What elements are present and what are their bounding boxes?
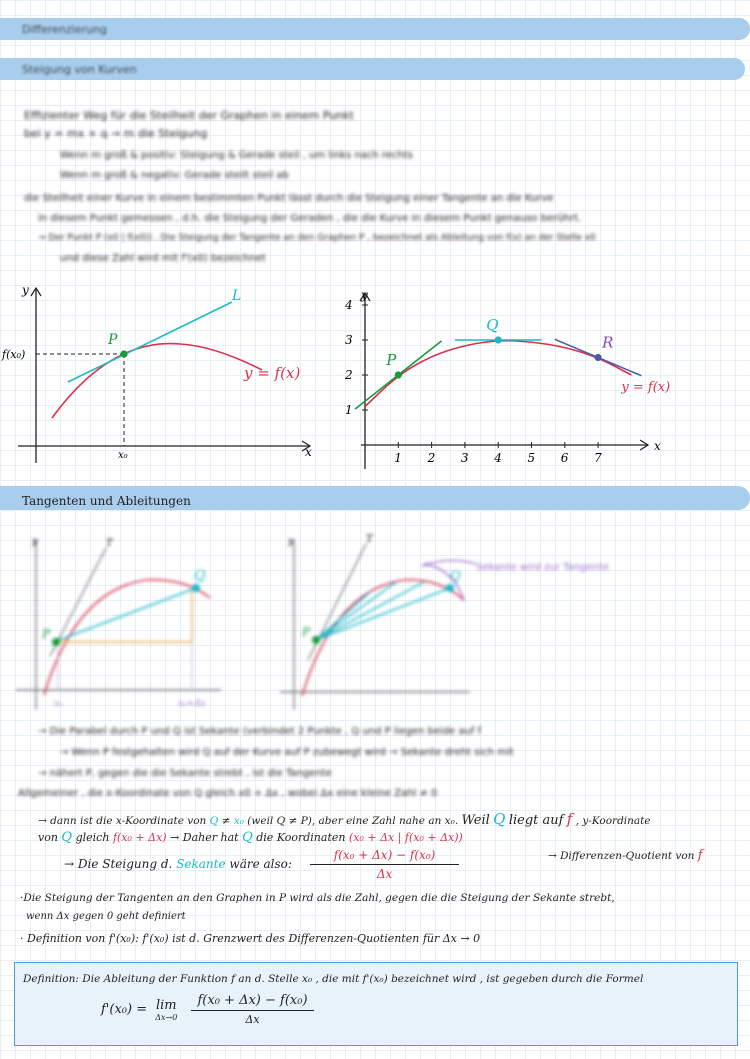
fx0dx: f(x₀ + Δx) bbox=[112, 831, 167, 844]
x-tick-label: 2 bbox=[427, 451, 436, 465]
dq-note bbox=[548, 848, 703, 863]
graph-tangent-at-point bbox=[0, 278, 330, 470]
y-tick-label: 4 bbox=[345, 298, 353, 312]
tangent-label: L bbox=[232, 288, 242, 304]
fig-right-curve bbox=[302, 580, 464, 696]
formula-numerator: f(x₀ + Δx) − f(x₀) bbox=[191, 993, 313, 1011]
intro-line: Wenn m groß & positiv: Steigung & Gerade steil , um links nach rechts bbox=[60, 150, 413, 161]
x-axis-label: x bbox=[654, 439, 661, 453]
intro-line: die Steilheit einer Kurve in einem bestimmten Punkt lässt durch die Steigung einer Tangente an die Kurve bbox=[24, 193, 554, 204]
text: liegt auf bbox=[508, 813, 564, 828]
formula-denominator: Δx bbox=[245, 1013, 260, 1026]
difference-quotient bbox=[310, 848, 460, 881]
y-tick-fx0: f(x₀) bbox=[2, 348, 26, 361]
section-title-steigung: Steigung von Kurven bbox=[22, 63, 137, 76]
tangent-slope-note-2: wenn Δx gegen 0 geht definiert bbox=[26, 911, 186, 922]
x-tick-label: 6 bbox=[560, 451, 569, 465]
secant-slope-row bbox=[64, 848, 459, 881]
x-tick-label: 1 bbox=[394, 451, 402, 465]
intro-line: bei y = mx + q → m die Steigung bbox=[24, 127, 208, 140]
point-q-label: Q bbox=[486, 316, 499, 334]
x-tick-label: 3 bbox=[460, 451, 469, 465]
point-r bbox=[595, 354, 602, 361]
intro-line: Effizienter Weg für die Steilheit der Graphen in einem Punkt bbox=[24, 109, 354, 122]
q-label: Q bbox=[242, 830, 253, 845]
fig-right-y-label: y bbox=[288, 536, 294, 547]
intro-line: Wenn m groß & negativ: Gerade steilt steil ab bbox=[60, 170, 289, 181]
point-p-label: P bbox=[108, 332, 118, 348]
text: (weil Q ≠ P), aber eine Zahl nahe an x₀. bbox=[247, 815, 459, 827]
y-tick-label: 3 bbox=[345, 333, 353, 347]
figure-secant-left bbox=[6, 530, 232, 716]
y-coordinate-note bbox=[38, 830, 463, 845]
fig-right-t-label: T bbox=[366, 534, 373, 545]
definition-formula bbox=[101, 993, 314, 1026]
function-curve bbox=[365, 341, 631, 407]
point-p bbox=[120, 350, 127, 357]
fig-right-q-label: Q bbox=[450, 569, 461, 584]
definition-fprime-note: · Definition von f'(x₀): f'(x₀) ist d. Grenzwert des Differenzen-Quotienten für Δx → 0 bbox=[20, 932, 481, 945]
subtitle-banner bbox=[0, 58, 745, 80]
f-label: f bbox=[697, 848, 703, 863]
definition-box bbox=[14, 962, 738, 1046]
tangent-slope-note: ·Die Steigung der Tangenten an den Graphen in P wird als die Zahl, gegen die die Steigung der Sekante strebt, bbox=[20, 892, 615, 904]
dq-denominator: Δx bbox=[376, 867, 393, 881]
section-title-tangenten: Tangenten und Ableitungen bbox=[22, 494, 191, 508]
formula-lhs: f'(x₀) = bbox=[101, 1002, 148, 1017]
text: → Daher hat bbox=[170, 831, 239, 844]
point-p bbox=[395, 371, 402, 378]
x-axis-label: x bbox=[305, 445, 312, 459]
x-tick-label: 5 bbox=[527, 451, 536, 465]
formula-fraction bbox=[191, 993, 313, 1026]
fig-right-note-arrow bbox=[420, 556, 480, 570]
q-label: Q bbox=[493, 810, 506, 828]
intro-line: in diesem Punkt gemessen , d.h. die Steigung der Geraden , die die Kurve in diesem Punkt genauso berührt. bbox=[38, 213, 582, 224]
text: → dann ist die x-Koordinate von bbox=[38, 815, 207, 827]
y-axis-label: y bbox=[361, 288, 368, 302]
fig-left-x1-label: x₀+Δx bbox=[178, 699, 206, 709]
section-banner-tangenten bbox=[0, 486, 750, 510]
text: → Die Steigung d. bbox=[64, 857, 173, 871]
q-coordinates: (x₀ + Δx | f(x₀ + Δx)) bbox=[348, 831, 463, 844]
fig-right-note: Sekante wird zur Tangente bbox=[476, 562, 609, 573]
y-tick-label: 2 bbox=[345, 368, 353, 382]
fig-left-p-label: P bbox=[42, 627, 51, 641]
limit-sub: Δx→0 bbox=[155, 1012, 178, 1022]
q-label: Q bbox=[61, 830, 73, 845]
curve-label: y = f(x) bbox=[244, 364, 301, 382]
x-tick-label: 4 bbox=[494, 451, 502, 465]
fig-right-point-p bbox=[312, 636, 320, 644]
fig-right-p-label: P bbox=[302, 625, 311, 639]
limit-symbol: lim bbox=[155, 997, 177, 1013]
limit bbox=[155, 998, 177, 1022]
fig-right-secant bbox=[316, 588, 450, 640]
fig-left-y-label: y bbox=[32, 536, 38, 547]
intro-line: → Der Punkt P (x0 | f(x0)) . Die Steigung der Tangente an den Graphen P , bezeichnet als Ableitung von f(x) an der Stelle x0 bbox=[38, 233, 596, 243]
text: die Koordinaten bbox=[256, 831, 346, 844]
section2-line: → nähert P, gegen die die Sekante strebt , ist die Tangente bbox=[38, 768, 332, 779]
fig-left-curve bbox=[44, 580, 210, 695]
fig-right-note-arrow-path bbox=[422, 560, 476, 566]
fig-left-point-p bbox=[52, 638, 60, 646]
dq-numerator: f(x₀ + Δx) − f(x₀) bbox=[310, 848, 460, 865]
y-tick-label: 1 bbox=[345, 403, 353, 417]
f-label: f bbox=[566, 810, 573, 828]
fig-left-point-q bbox=[192, 584, 200, 592]
section2-line: → Wenn P festgehalten wird Q auf der Kurve auf P zubewegt wird → Sekante dreht sich mit bbox=[60, 747, 514, 758]
text: gleich bbox=[75, 831, 110, 844]
graph-tangents-pqr bbox=[340, 285, 685, 475]
point-p-label: P bbox=[386, 351, 397, 369]
text: von bbox=[38, 831, 58, 844]
fig-left-q-label: Q bbox=[194, 568, 206, 584]
x0-label: x₀ bbox=[233, 815, 244, 827]
definition-text: Definition: Die Ableitung der Funktion f an d. Stelle x₀ , die mit f'(x₀) bezeichnet wird , ist gegeben durch die Formel bbox=[23, 973, 644, 985]
function-curve bbox=[52, 344, 262, 418]
text: wäre also: bbox=[229, 857, 292, 871]
text: → Differenzen-Quotient von bbox=[548, 850, 695, 862]
fig-right-point-q bbox=[446, 584, 454, 592]
page-title: Differenzierung bbox=[22, 23, 107, 36]
x-coordinate-note bbox=[38, 810, 651, 828]
fig-right-secant bbox=[316, 582, 396, 640]
fig-left-t-label: T bbox=[106, 538, 113, 549]
tangent-line bbox=[68, 302, 232, 382]
fig-left-secant bbox=[54, 588, 196, 642]
y-axis-label: y bbox=[22, 283, 29, 297]
section2-line: → Die Parabel durch P und Q ist Sekante (verbindet 2 Punkte , Q und P liegen beide auf f bbox=[38, 726, 482, 737]
x-tick-x0: x₀ bbox=[118, 450, 128, 461]
text: ≠ bbox=[221, 815, 231, 827]
x-tick-label: 7 bbox=[594, 451, 602, 465]
point-r-label: R bbox=[602, 333, 614, 352]
point-q bbox=[495, 336, 502, 343]
curve-label: y = f(x) bbox=[621, 379, 671, 395]
header-banner bbox=[0, 18, 750, 40]
text: Weil bbox=[461, 813, 490, 828]
fig-left-x0-label: x₀ bbox=[54, 699, 63, 709]
intro-line: und diese Zahl wird mit f'(x0) bezeichnet bbox=[60, 253, 266, 264]
sekante-label: Sekante bbox=[176, 857, 226, 871]
text: , y-Koordinate bbox=[575, 815, 651, 827]
q-label: Q bbox=[209, 815, 219, 827]
section2-line: Allgemeiner , die x-Koordinate von Q gleich x0 + Δx , wobei Δx eine kleine Zahl ≠ 0 bbox=[18, 788, 438, 799]
